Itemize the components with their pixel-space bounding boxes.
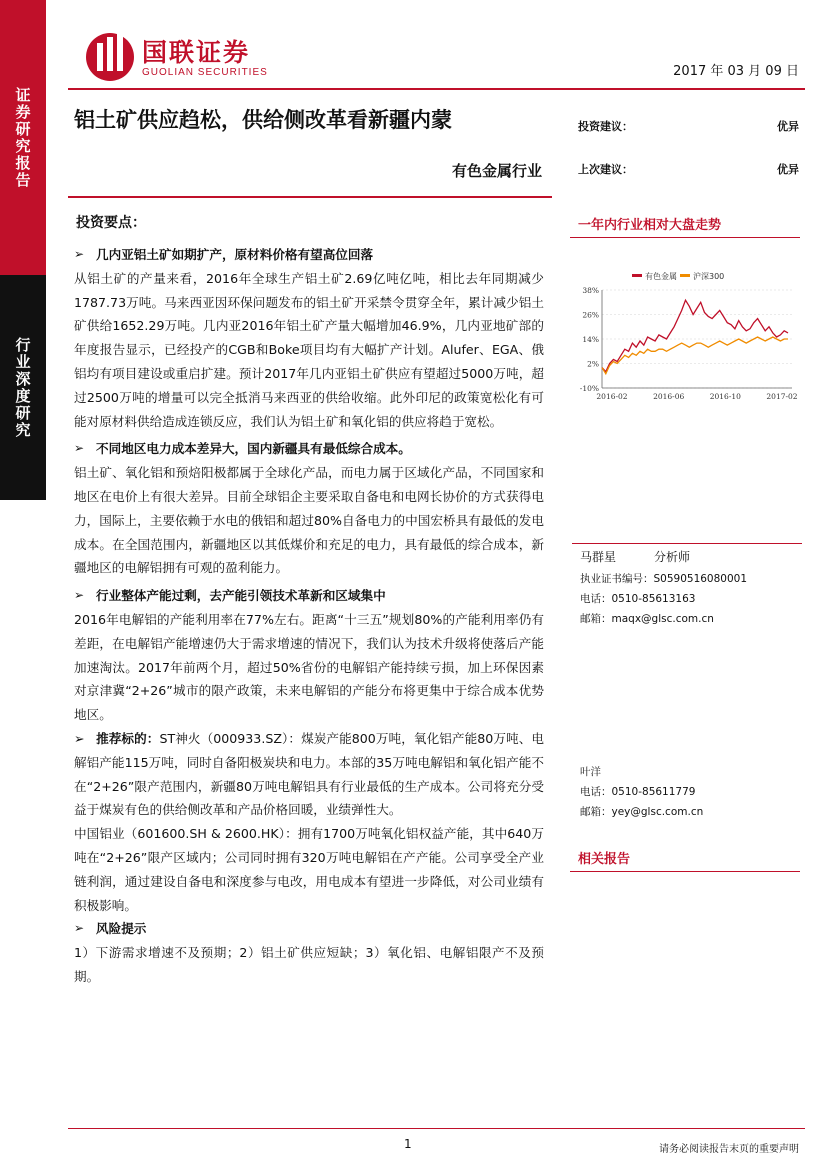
x-tick-label: 2016-06 xyxy=(653,392,685,401)
recommendation-label: 推荐标的： xyxy=(96,730,160,746)
y-tick-label: -10% xyxy=(579,384,599,393)
performance-chart xyxy=(570,242,800,402)
analyst-divider xyxy=(572,543,802,544)
x-tick-label: 2016-10 xyxy=(709,392,741,401)
analyst-email: 邮箱：maqx@glsc.com.cn xyxy=(580,613,714,625)
analyst-card xyxy=(580,762,800,822)
arrow-bullet-icon: ➢ xyxy=(74,588,85,603)
key-point-heading xyxy=(74,917,544,941)
line-chart xyxy=(570,242,800,402)
rating-label: 上次建议： xyxy=(578,163,633,176)
analyst-card xyxy=(580,548,800,629)
analyst-phone: 电话：0510-85613163 xyxy=(580,593,696,605)
related-reports-title: 相关报告 xyxy=(570,844,800,872)
industry-name: 有色金属行业 xyxy=(451,162,542,180)
report-title: 铝土矿供应趋松，供给侧改革看新疆内蒙 xyxy=(74,107,452,132)
recommendation-paragraph xyxy=(74,727,544,822)
analyst-license: 执业证书编号：S0590516080001 xyxy=(580,573,748,585)
header-divider xyxy=(68,88,805,90)
sidebar-tab-industry-research xyxy=(0,275,46,500)
key-point-heading xyxy=(74,584,544,608)
analyst-phone: 电话：0510-85611779 xyxy=(580,786,696,798)
footer-divider xyxy=(68,1128,805,1129)
legend-swatch xyxy=(632,274,642,277)
investment-rating xyxy=(578,118,799,134)
legend-swatch xyxy=(680,274,690,277)
sidebar-tab-research-report xyxy=(0,0,46,275)
guolian-logo-icon xyxy=(84,27,136,83)
y-tick-label: 2% xyxy=(587,359,599,369)
footer-disclaimer: 请务必阅读报告末页的重要声明 xyxy=(659,1144,799,1155)
company-logo xyxy=(84,27,314,85)
rating-value: 优异 xyxy=(777,163,799,176)
x-tick-label: 2017-02 xyxy=(766,392,798,401)
series-line xyxy=(602,300,788,372)
series-line xyxy=(602,337,788,374)
previous-rating xyxy=(578,161,799,177)
analyst-name: 马群星 xyxy=(580,550,617,564)
body-paragraph: 铝土矿、氧化铝和预焙阳极都属于全球化产品，而电力属于区域化产品，不同国家和地区在电价上有很大差异。目前全球铝企主要采取自备电和电网长协价的方式获得电力，国际上，主要依赖于水电的俄铝和超过80%自备电力的中国宏桥具有最低的发电成本。在全国范围内，新疆地区以其低煤价和充足的电力，具有最低的综合成本，新疆地区的电解铝拥有可观的盈利能力。 xyxy=(74,465,544,576)
y-tick-label: 38% xyxy=(582,286,599,295)
report-date: 2017 年 03 月 09 日 xyxy=(673,64,799,79)
arrow-bullet-icon: ➢ xyxy=(74,730,85,746)
recommendation-text: ST神火（000933.SZ）：煤炭产能800万吨，氧化铝产能80万吨、电解铝产能115万吨，同时自备阳极炭块和电力。本部的35万吨电解铝和氧化铝产能不在“2+26”限产范围内，新疆80万吨电解铝具有行业最低的生产成本。公司将充分受益于煤炭有色的供给侧改革和产品价格回暖，业绩弹性大。 xyxy=(74,730,544,818)
body-paragraph: 1）下游需求增速不及预期；2）铝土矿供应短缺；3）氧化铝、电解铝限产不及预期。 xyxy=(74,945,544,984)
analyst-name: 叶洋 xyxy=(580,766,601,778)
related-reports-panel xyxy=(570,844,800,872)
body-paragraph: 从铝土矿的产量来看，2016年全球生产铝土矿2.69亿吨亿吨，相比去年同期减少1787.73万吨。马来西亚因环保问题发布的铝土矿开采禁令贯穿全年，累计减少铝土矿供给1652.29万吨。几内亚2016年铝土矿产量大幅增加46.9%，几内亚地矿部的年度报告显示，已经投产的CGB和Boke项目均有大幅扩产计划。Alufer、EGA、俄铝均有项目建设或重启扩建。预计2017年几内亚铝土矿供应有望超过5000万吨，超过2500万吨的增量可以完全抵消马来西亚的供给收缩。此外印尼的政策宽松化有可能对原材料供给造成连锁反应，我们认为铝土矿和氧化铝的供应将趋于宽松。 xyxy=(74,270,544,429)
relative-performance-panel xyxy=(570,210,800,402)
x-tick-label: 2016-02 xyxy=(596,392,628,401)
rating-value: 优异 xyxy=(777,120,799,133)
page-number: 1 xyxy=(404,1137,412,1151)
rating-label: 投资建议： xyxy=(578,120,633,133)
key-point-text: 不同地区电力成本差异大，国内新疆具有最低综合成本。 xyxy=(96,441,411,457)
report-body xyxy=(74,243,544,989)
body-paragraph: 2016年电解铝的产能利用率在77%左右。距离“十三五”规划80%的产能利用率仍有差距，在电解铝产能增速仍大于需求增速的情况下，我们认为技术升级将使落后产能加速淘汰。2017年前两个月，超过50%省份的电解铝产能持续亏损，加上环保因素对京津冀“2+26”城市的限产政策，未来电解铝的产能分布将更集中于综合成本优势地区。 xyxy=(74,611,544,723)
y-tick-label: 26% xyxy=(582,310,599,320)
legend-label: 沪深300 xyxy=(693,272,725,281)
chart-section-title: 一年内行业相对大盘走势 xyxy=(570,210,800,238)
analyst-name-row xyxy=(580,548,800,565)
key-point-text: 几内亚铝土矿如期扩产，原材料价格有望高位回落 xyxy=(96,247,374,262)
arrow-bullet-icon: ➢ xyxy=(74,921,85,936)
analyst-title: 分析师 xyxy=(654,550,691,564)
logo-chinese-name: 国联证券 xyxy=(142,38,251,67)
key-point-text: 风险提示 xyxy=(96,921,147,937)
key-point-heading xyxy=(74,437,544,461)
sidebar-bottom-label: 行业深度研究 xyxy=(13,336,32,439)
y-tick-label: 14% xyxy=(582,335,599,344)
legend-label: 有色金属 xyxy=(645,272,677,281)
body-paragraph: 中国铝业（601600.SH & 2600.HK）：拥有1700万吨氧化铝权益产能，其中640万吨在“2+26”限产区域内；公司同时拥有320万吨电解铝在产产能。公司享受全产业链利润，通过建设自备电和深度参与电改，用电成本有望进一步降低，对公司业绩有积极影响。 xyxy=(74,826,544,913)
arrow-bullet-icon: ➢ xyxy=(74,441,85,456)
arrow-bullet-icon: ➢ xyxy=(74,247,85,261)
section-heading: 投资要点： xyxy=(76,215,146,231)
logo-english-name: GUOLIAN SECURITIES xyxy=(142,67,268,78)
key-point-heading xyxy=(74,243,544,267)
key-point-text: 行业整体产能过剩，去产能引领技术革新和区域集中 xyxy=(96,588,386,604)
sidebar-top-label: 证券研究报告 xyxy=(13,86,32,189)
title-divider xyxy=(68,196,552,198)
analyst-email: 邮箱：yey@glsc.com.cn xyxy=(580,806,704,818)
